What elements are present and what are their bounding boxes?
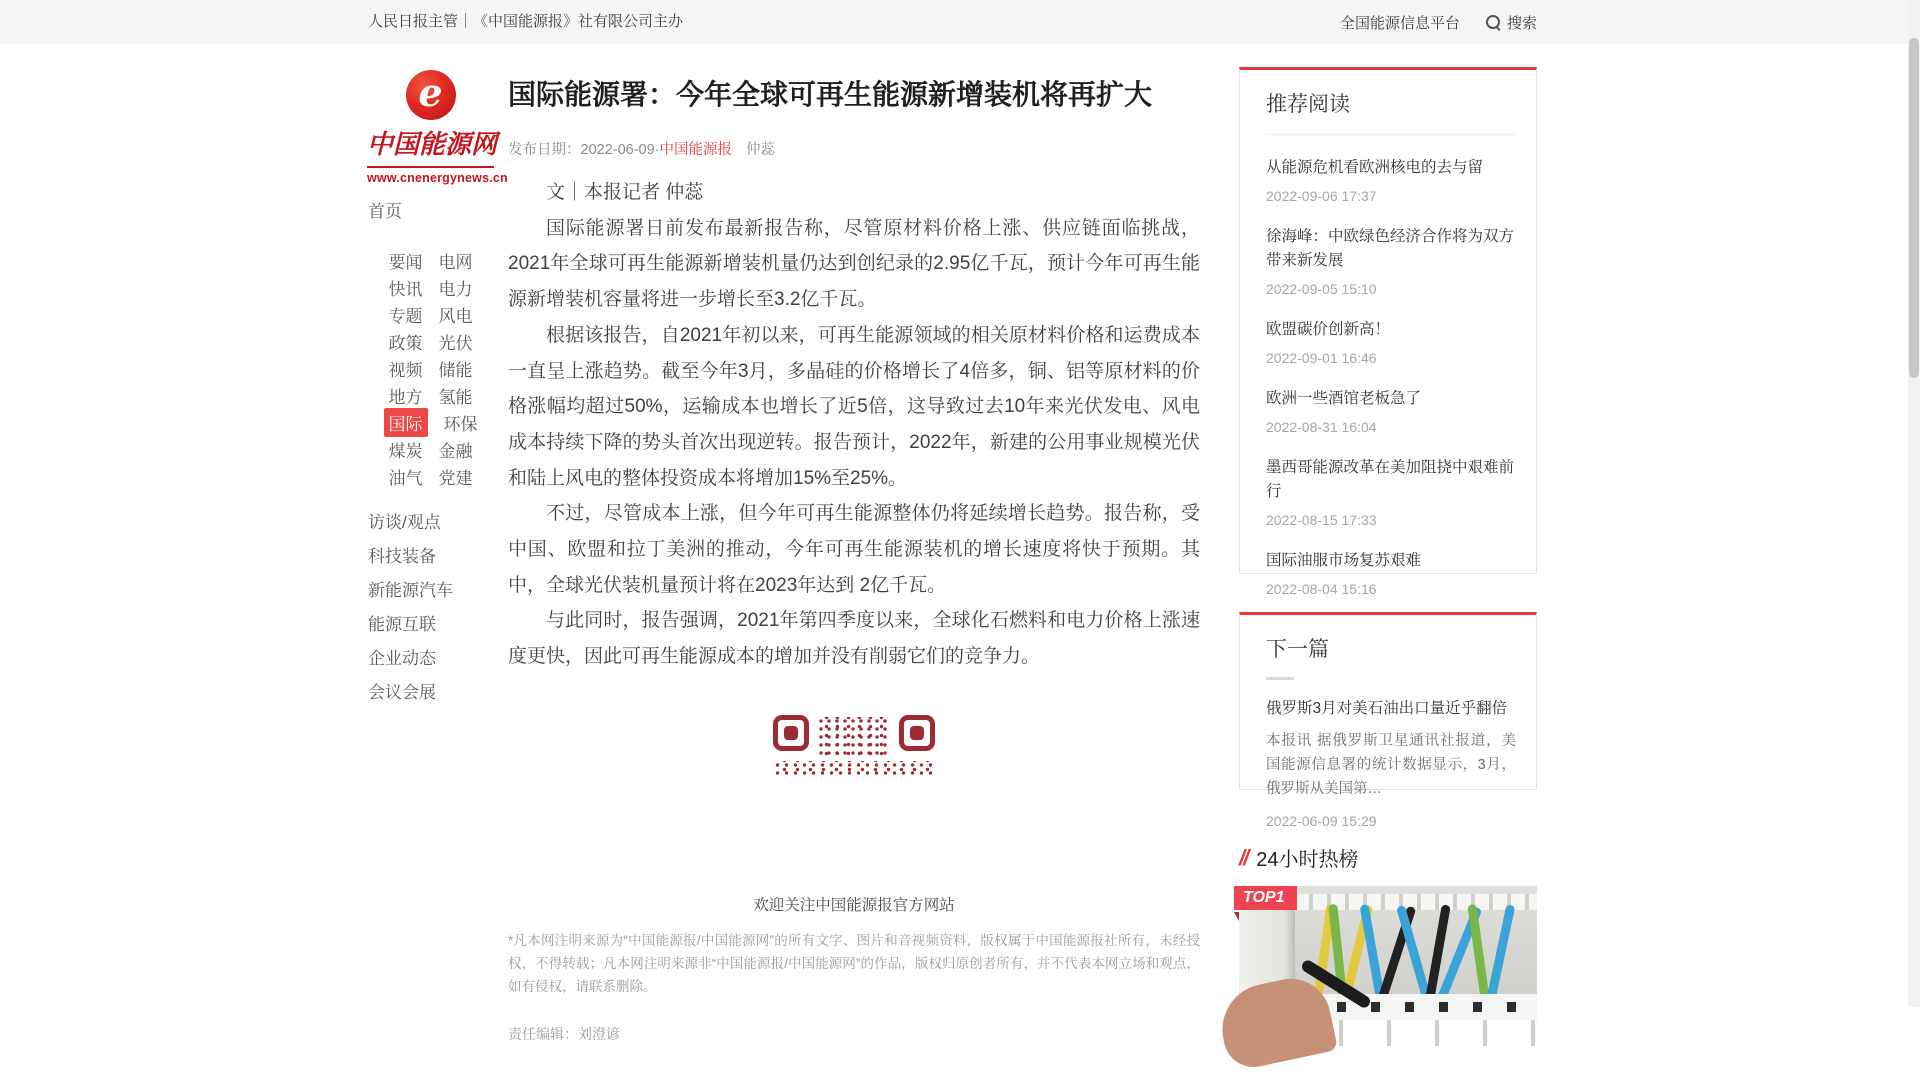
search-label: 搜索 xyxy=(1506,14,1537,32)
nav-row xyxy=(368,247,493,274)
recommend-article-date: 2022-08-15 17:33 xyxy=(1266,512,1377,528)
nav-item[interactable]: 企业动态 xyxy=(368,649,436,668)
paragraph: 根据该报告，自2021年初以来，可再生能源领域的相关原材料价格和运费成本一直呈上涨趋势。截至今年3月，多晶硅的价格增长了4倍多，铜、铝等原材料的价格涨幅均超过50%，运输成本也增长了近5倍，这导致过去10年来光伏发电、风电成本持续下降的势头首次出现逆转。报告预计，2022年，新建的公用事业规模光伏和陆上风电的整体投资成本将增加15%至25%。 xyxy=(508,324,1200,489)
search-icon xyxy=(1486,15,1501,30)
nav-item[interactable]: 访谈/观点 xyxy=(368,513,441,532)
nav-item[interactable]: 环保 xyxy=(443,415,478,434)
next-article-date: 2022-06-09 15:29 xyxy=(1266,813,1377,829)
follow-note: 欢迎关注中国能源报官方网站 xyxy=(753,896,955,914)
sponsor-text: 人民日报主管｜《中国能源报》社有限公司主办 xyxy=(368,13,684,30)
nav-row xyxy=(368,355,493,382)
next-card-dash xyxy=(1266,677,1294,680)
recommend-title: 推荐阅读 xyxy=(1266,88,1516,135)
editor-line: 责任编辑：刘澄谚 xyxy=(508,1025,620,1042)
nav-item[interactable]: 电力 xyxy=(438,280,473,299)
qr-finder-left xyxy=(773,715,809,751)
nav-row xyxy=(368,274,493,301)
qr-pattern-bottom xyxy=(773,761,935,775)
nav-singles xyxy=(368,506,493,710)
article-body xyxy=(508,175,1200,675)
list-item xyxy=(1266,225,1516,297)
article-title: 国际能源署：今年全球可再生能源新增装机将再扩大 xyxy=(508,79,1153,110)
nav-item[interactable]: 电网 xyxy=(438,253,473,272)
top-bar xyxy=(0,0,1920,44)
nav-item[interactable]: 政策 xyxy=(388,334,423,353)
recommend-article-date: 2022-08-31 16:04 xyxy=(1266,419,1377,435)
recommend-article-link[interactable]: 从能源危机看欧洲核电的去与留 xyxy=(1266,159,1484,176)
recommend-article-link[interactable]: 国际油服市场复苏艰难 xyxy=(1266,552,1422,569)
author-name: 仲蕊 xyxy=(746,142,775,158)
top1-badge-fold xyxy=(1234,912,1239,921)
nav-item-international-active[interactable]: 国际 xyxy=(384,408,428,437)
recommend-article-date: 2022-09-01 16:46 xyxy=(1266,350,1377,366)
nav-item[interactable]: 会议会展 xyxy=(368,683,436,702)
breaker-strip xyxy=(1295,994,1537,1020)
nav-row xyxy=(368,301,493,328)
paragraph: 国际能源署日前发布最新报告称，尽管原材料价格上涨、供应链面临挑战，2021年全球可再生能源新增装机量仍达到创纪录的2.95亿千瓦，预计今年可再生能源新增装机容量将进一步增长至3.2亿千瓦。 xyxy=(508,217,1200,311)
nav-row xyxy=(368,382,493,409)
nav-item[interactable]: 科技装备 xyxy=(368,547,436,566)
nav-item[interactable]: 油气 xyxy=(388,469,423,488)
nav-item[interactable]: 煤炭 xyxy=(388,442,423,461)
qr-code xyxy=(773,715,935,777)
logo-divider xyxy=(367,166,494,168)
nav-item[interactable]: 氢能 xyxy=(438,388,473,407)
next-article-card xyxy=(1239,612,1537,829)
platform-link[interactable]: 全国能源信息平台 xyxy=(1339,14,1460,32)
recommend-card xyxy=(1239,67,1537,597)
recommend-article-link[interactable]: 欧洲一些酒馆老板急了 xyxy=(1266,390,1422,407)
copyright-disclaimer: *凡本网注明来源为“中国能源报/中国能源网”的所有文字、图片和音视频资料，版权属于中国能源报社所有，未经授权，不得转载；凡本网注明来源非“中国能源报/中国能源网”的作品，版权归原创者所有，并不代表本网立场和观点，如有侵权，请联系删除。 xyxy=(508,932,1200,994)
scrollbar-track[interactable] xyxy=(1908,0,1920,1007)
next-article-link[interactable]: 俄罗斯3月对美石油出口量近乎翻倍 xyxy=(1266,700,1508,717)
recommend-article-link[interactable]: 徐海峰：中欧绿色经济合作将为双方带来新发展 xyxy=(1266,228,1515,269)
list-item xyxy=(1266,387,1516,435)
list-item xyxy=(1266,318,1516,366)
hot-list-header xyxy=(1239,843,1358,872)
topbar-right-group xyxy=(1340,0,1537,44)
hot-list-title: 24小时热榜 xyxy=(1256,849,1359,871)
recommend-article-date: 2022-09-05 15:10 xyxy=(1266,281,1377,297)
nav-row xyxy=(368,463,493,490)
search-button[interactable] xyxy=(1486,12,1537,33)
nav-item[interactable]: 快讯 xyxy=(388,280,423,299)
nav-item[interactable]: 风电 xyxy=(438,307,473,326)
nav-item[interactable]: 光伏 xyxy=(438,334,473,353)
article-meta xyxy=(508,138,1200,159)
slashes-icon: // xyxy=(1239,844,1248,870)
recommend-article-link[interactable]: 欧盟碳价创新高！ xyxy=(1266,321,1391,338)
nav-row xyxy=(368,328,493,355)
nav-item[interactable]: 能源互联 xyxy=(368,615,436,634)
logo-e-icon: e xyxy=(406,70,456,120)
article xyxy=(508,78,1200,1044)
nav-item[interactable]: 储能 xyxy=(438,361,473,380)
publish-date: 发布日期：2022-06-09· xyxy=(508,142,660,158)
nav-item[interactable]: 党建 xyxy=(438,469,473,488)
main-nav xyxy=(368,198,493,710)
list-item xyxy=(1266,456,1516,528)
recommend-article-date: 2022-09-06 17:37 xyxy=(1266,188,1377,204)
next-article-excerpt: 本报讯 据俄罗斯卫星通讯社报道，美国能源信息署的统计数据显示，3月，俄罗斯从美国第… xyxy=(1266,733,1516,797)
site-url: www.cnenergynews.cn xyxy=(367,171,508,185)
nav-item[interactable]: 新能源汽车 xyxy=(368,581,453,600)
recommend-article-date: 2022-08-04 15:16 xyxy=(1266,581,1377,597)
nav-item-home[interactable]: 首页 xyxy=(368,202,402,221)
hot-top1-image[interactable] xyxy=(1239,886,1537,1046)
source-link[interactable]: 中国能源报 xyxy=(659,142,732,158)
byline: 文｜本报记者 仲蕊 xyxy=(546,182,704,203)
site-name: 中国能源网 xyxy=(367,130,498,160)
list-item xyxy=(1266,549,1516,597)
qr-pattern xyxy=(817,717,891,757)
next-card-title: 下一篇 xyxy=(1266,638,1329,661)
nav-item[interactable]: 要闻 xyxy=(388,253,423,272)
list-item xyxy=(1266,156,1516,204)
scrollbar-thumb[interactable] xyxy=(1909,38,1919,378)
top1-badge: TOP1 xyxy=(1234,886,1297,910)
nav-item[interactable]: 专题 xyxy=(388,307,423,326)
paragraph: 不过，尽管成本上涨，但今年可再生能源整体仍将延续增长趋势。报告称，受中国、欧盟和拉丁美洲的推动，今年可再生能源装机的增长速度将快于预期。其中，全球光伏装机量预计将在2023年达到 2亿千瓦。 xyxy=(508,503,1200,596)
nav-row xyxy=(368,409,493,436)
site-logo[interactable] xyxy=(367,64,508,185)
recommend-article-link[interactable]: 墨西哥能源改革在美加阻挠中艰难前行 xyxy=(1266,459,1515,500)
qr-finder-right xyxy=(899,715,935,751)
nav-item[interactable]: 地方 xyxy=(388,388,423,407)
paragraph: 与此同时，报告强调，2021年第四季度以来，全球化石燃料和电力价格上涨速度更快，因此可再生能源成本的增加并没有削弱它们的竞争力。 xyxy=(508,610,1200,668)
nav-row xyxy=(368,436,493,463)
nav-item[interactable]: 视频 xyxy=(388,361,423,380)
nav-item[interactable]: 金融 xyxy=(438,442,473,461)
